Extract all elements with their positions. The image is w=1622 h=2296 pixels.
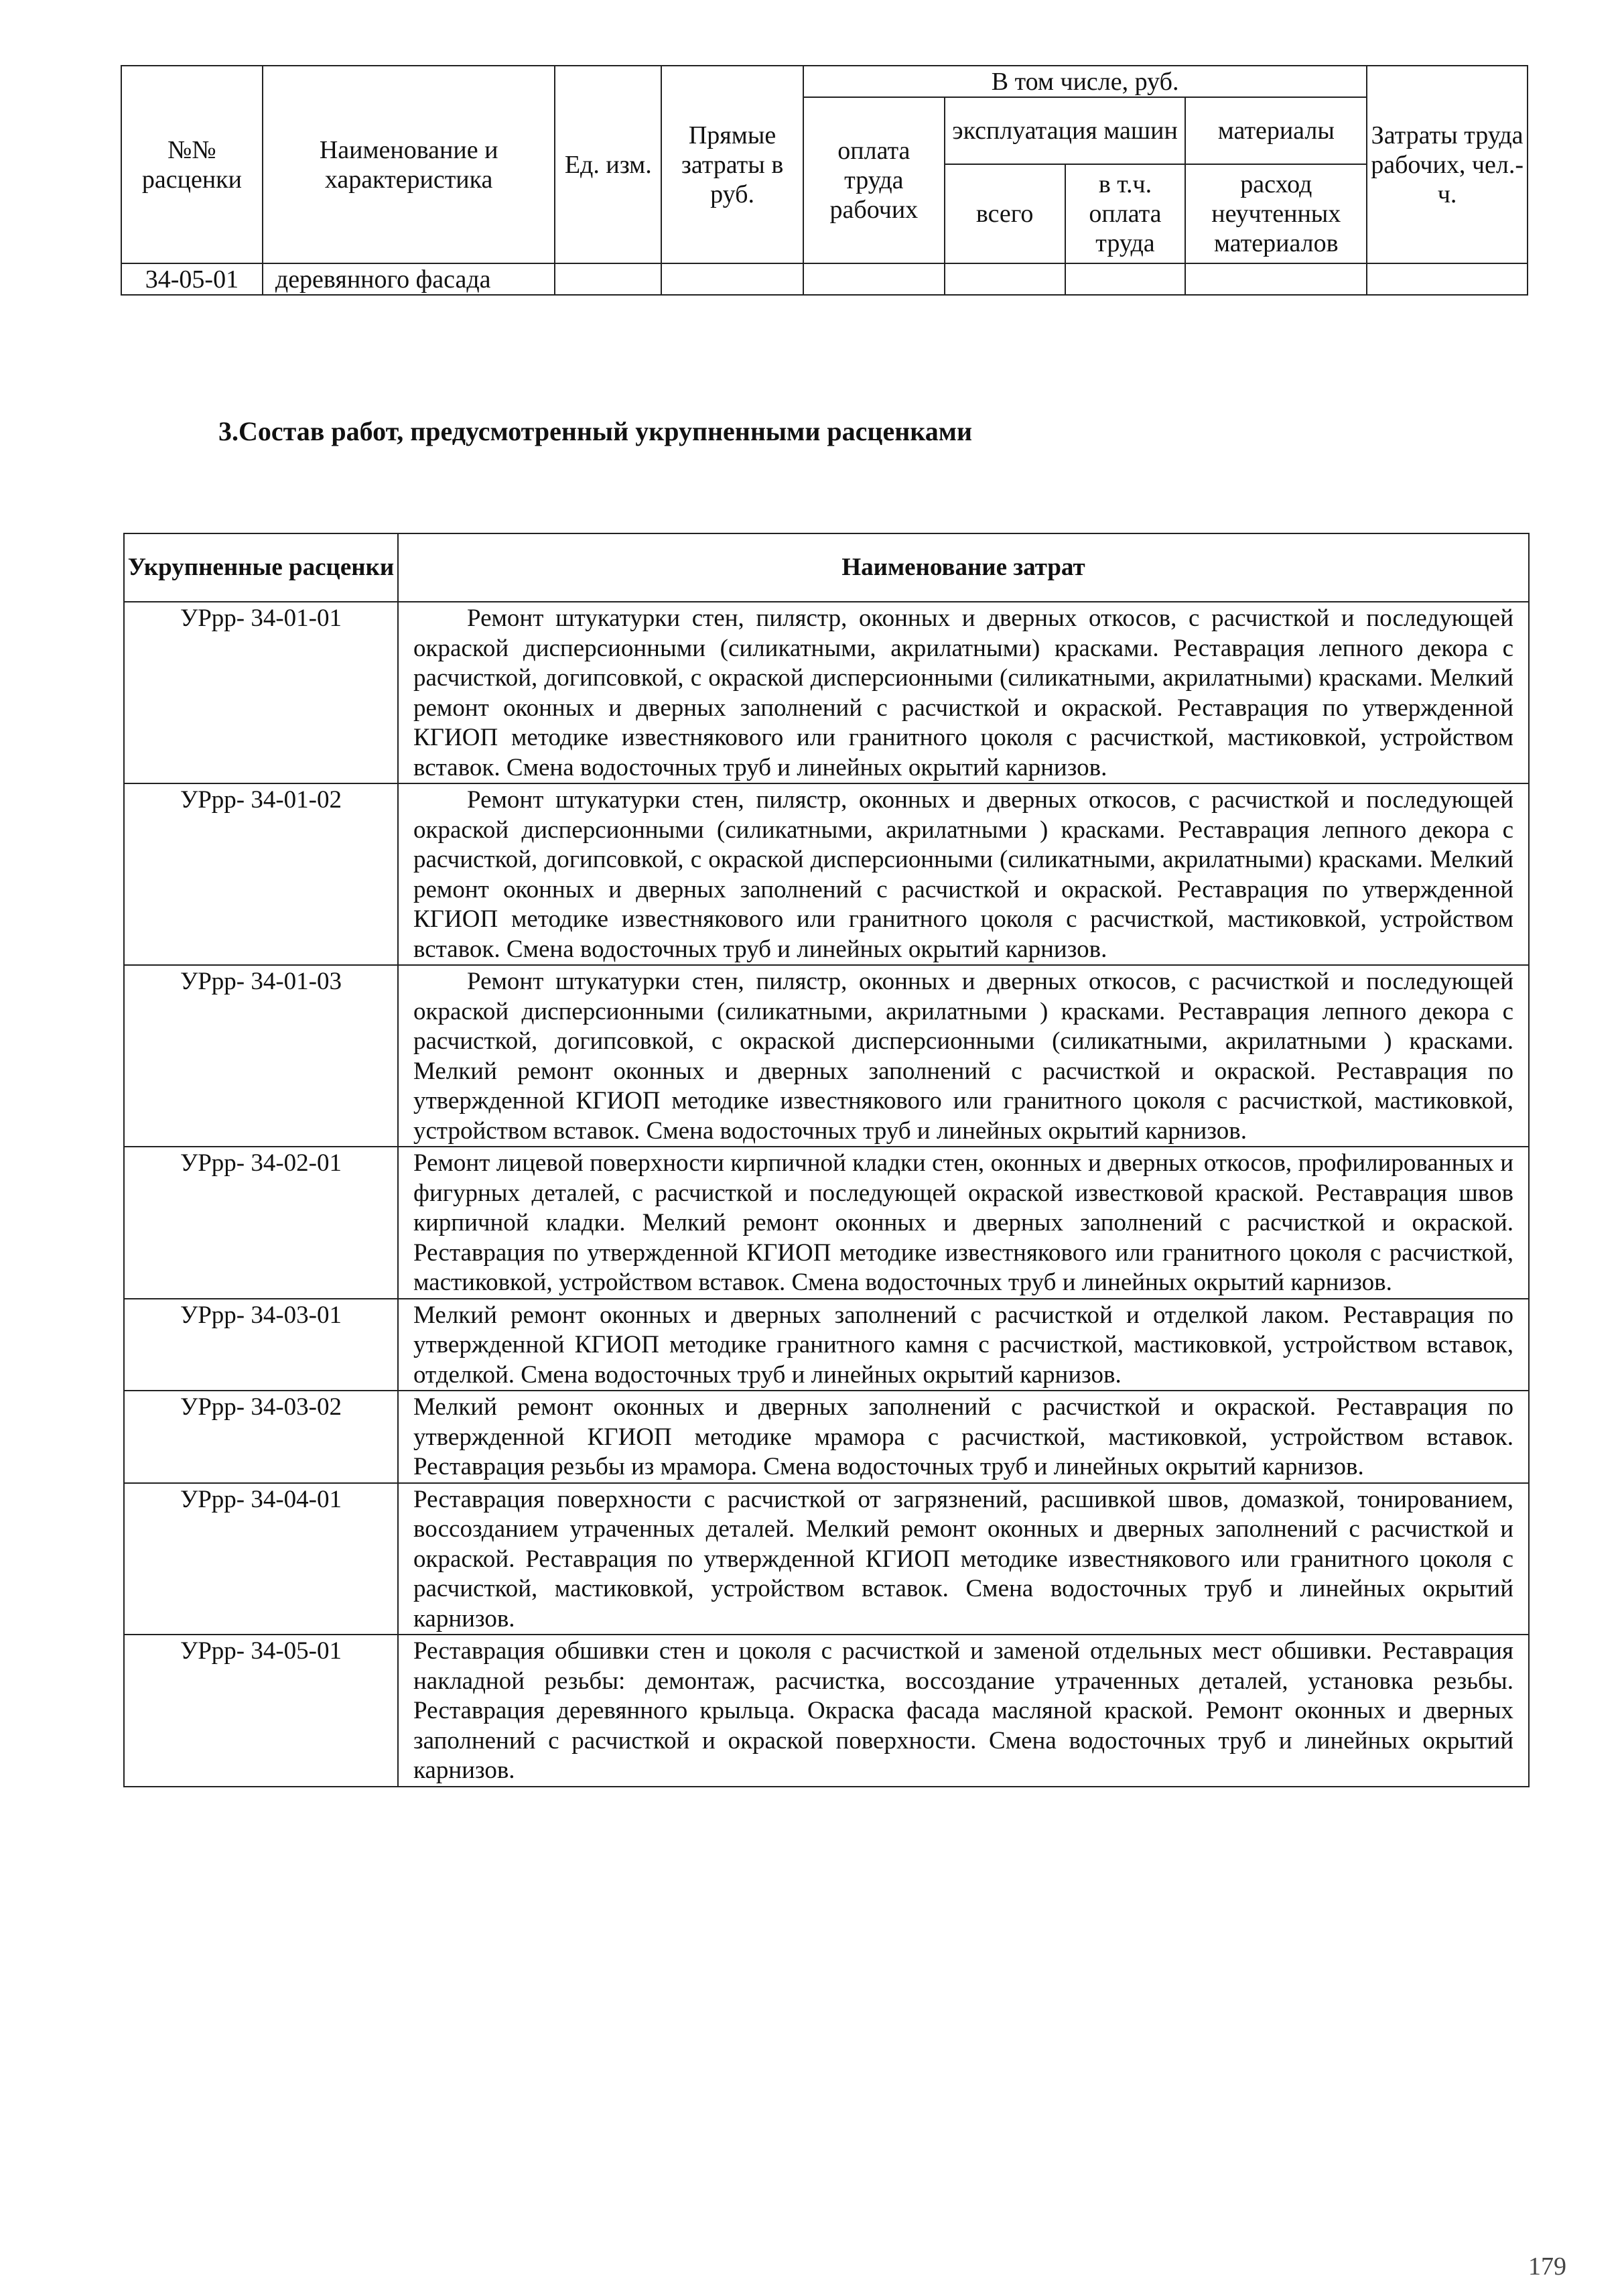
rate-code: УРрр- 34-01-02: [124, 783, 398, 965]
header-enlarged-rates: Укрупненные расценки: [124, 533, 398, 602]
header-labor-pay: оплата труда рабочих: [803, 97, 945, 263]
rate-description: Мелкий ремонт оконных и дверных заполнений с расчисткой и отделкой лаком. Реставрация по утвержденной КГИОП методике гранитного камня с расчисткой, мастиковкой, устройством вставок, отделкой. Смена водосточных труб и линейных окрытий карнизов.: [413, 1301, 1513, 1389]
table-row: [124, 1635, 1529, 1787]
empty-cell: [1367, 263, 1528, 295]
rate-description-cell: [398, 1391, 1529, 1483]
rate-description: Ремонт штукатурки стен, пилястр, оконных и дверных откосов, с расчисткой и последующей окраской дисперсионными (силикатными, акрилатными ) красками. Реставрация лепного декора с расчисткой, догипсовкой, с окраской дисперсионными (силикатными, акрилатными ) красками. Мелкий ремонт оконных и дверных заполнений с расчисткой и окраской. Реставрация по утвержденной КГИОП методике известнякового или гранитного цоколя с расчисткой, мастиковкой, устройством вставок. Смена водосточных труб и линейных окрытий карнизов.: [413, 968, 1513, 1145]
table-row: [124, 783, 1529, 965]
header-machine-operation: эксплуатация машин: [945, 97, 1186, 164]
table-row: [124, 602, 1529, 783]
rate-code: УРрр- 34-03-02: [124, 1391, 398, 1483]
empty-cell: [803, 263, 945, 295]
row-code: 34-05-01: [121, 263, 263, 295]
rates-header-table: [121, 65, 1528, 296]
header-unit: Ед. изм.: [555, 66, 661, 263]
table-row: [124, 1483, 1529, 1635]
rate-description-cell: [398, 1147, 1529, 1299]
header-machine-labor-pay: в т.ч. оплата труда: [1065, 164, 1186, 263]
rate-description-cell: [398, 783, 1529, 965]
empty-cell: [661, 263, 803, 295]
empty-cell: [1065, 263, 1186, 295]
header-labor-costs: Затраты труда рабочих, чел.-ч.: [1367, 66, 1528, 263]
table-row: [124, 1391, 1529, 1483]
rate-description: Ремонт штукатурки стен, пилястр, оконных и дверных откосов, с расчисткой и последующей окраской дисперсионными (силикатными, акрилатными) красками. Реставрация лепного декора с расчисткой, догипсовкой, с окраской дисперсионными (силикатными, акрилатными) красками. Мелкий ремонт оконных и дверных заполнений с расчисткой и окраской. Реставрация по утвержденной КГИОП методике известнякового или гранитного цоколя с расчисткой, мастиковкой, устройством вставок. Смена водосточных труб и линейных окрытий карнизов.: [413, 604, 1513, 781]
rate-code: УРрр- 34-03-01: [124, 1299, 398, 1391]
header-machine-total: всего: [945, 164, 1065, 263]
page-number: 179: [1528, 2252, 1566, 2281]
header-name: Наименование и характеристика: [263, 66, 555, 263]
rate-description-cell: [398, 1483, 1529, 1635]
rate-code: УРрр- 34-01-01: [124, 602, 398, 783]
rate-code: УРрр- 34-05-01: [124, 1635, 398, 1787]
empty-cell: [945, 263, 1065, 295]
header-materials-unaccounted: расход неучтенных материалов: [1185, 164, 1367, 263]
rate-description: Реставрация обшивки стен и цоколя с расчисткой и заменой отдельных мест обшивки. Реставрация накладной резьбы: демонтаж, расчистка, воссоздание утраченных деталей, установка резьбы. Реставрация деревянного крыльца. Окраска фасада масляной краской. Ремонт оконных и дверных заполнений с расчисткой и окраской поверхности. Смена водосточных труб и линейных окрытий карнизов.: [413, 1637, 1513, 1784]
header-including: В том числе, руб.: [803, 66, 1367, 97]
rate-code: УРрр- 34-01-03: [124, 965, 398, 1147]
header-materials: материалы: [1185, 97, 1367, 164]
rate-description: Мелкий ремонт оконных и дверных заполнений с расчисткой и окраской. Реставрация по утвержденной КГИОП методике мрамора с расчисткой, мастиковкой, устройством вставок. Реставрация резьбы из мрамора. Смена водосточных труб и линейных окрытий карнизов.: [413, 1393, 1513, 1480]
table-row: [124, 1147, 1529, 1299]
work-composition-table: [123, 533, 1530, 1787]
rate-code: УРрр- 34-04-01: [124, 1483, 398, 1635]
table-row: [121, 263, 1528, 295]
empty-cell: [1185, 263, 1367, 295]
row-name: деревянного фасада: [263, 263, 555, 295]
rate-description-cell: [398, 1635, 1529, 1787]
header-direct-costs: Прямые затраты в руб.: [661, 66, 803, 263]
table-row: [124, 965, 1529, 1147]
rate-code: УРрр- 34-02-01: [124, 1147, 398, 1299]
rate-description: Ремонт штукатурки стен, пилястр, оконных и дверных откосов, с расчисткой и последующей окраской дисперсионными (силикатными, акрилатными ) красками. Реставрация лепного декора с расчисткой, догипсовкой, с окраской дисперсионными (силикатными, акрилатными) красками. Мелкий ремонт оконных и дверных заполнений с расчисткой и окраской. Реставрация по утвержденной КГИОП методике известнякового или гранитного цоколя с расчисткой, мастиковкой, устройством вставок. Смена водосточных труб и линейных окрытий карнизов.: [413, 786, 1513, 963]
header-cost-description: Наименование затрат: [398, 533, 1529, 602]
rate-description-cell: [398, 1299, 1529, 1391]
table-row: [124, 1299, 1529, 1391]
section-heading: 3.Состав работ, предусмотренный укрупненными расценками: [218, 416, 972, 446]
empty-cell: [555, 263, 661, 295]
rate-description-cell: [398, 602, 1529, 783]
header-code: №№ расценки: [121, 66, 263, 263]
rate-description: Реставрация поверхности с расчисткой от загрязнений, расшивкой швов, домазкой, тонированием, воссозданием утраченных деталей. Мелкий ремонт оконных и дверных заполнений с расчисткой и окраской. Реставрация по утвержденной КГИОП методике известнякового или гранитного цоколя с расчисткой, мастиковкой, устройством вставок. Смена водосточных труб и линейных окрытий карнизов.: [413, 1485, 1513, 1633]
work-composition-rows: [124, 602, 1529, 1787]
rate-description: Ремонт лицевой поверхности кирпичной кладки стен, оконных и дверных откосов, профилированных и фигурных деталей, с расчисткой и последующей окраской известковой краской. Реставрация швов кирпичной кладки. Мелкий ремонт оконных и дверных заполнений с расчисткой и окраской. Реставрация по утвержденной КГИОП методике известнякового или гранитного цоколя с расчисткой, мастиковкой, устройством вставок. Смена водосточных труб и линейных окрытий карнизов.: [413, 1149, 1513, 1296]
rate-description-cell: [398, 965, 1529, 1147]
